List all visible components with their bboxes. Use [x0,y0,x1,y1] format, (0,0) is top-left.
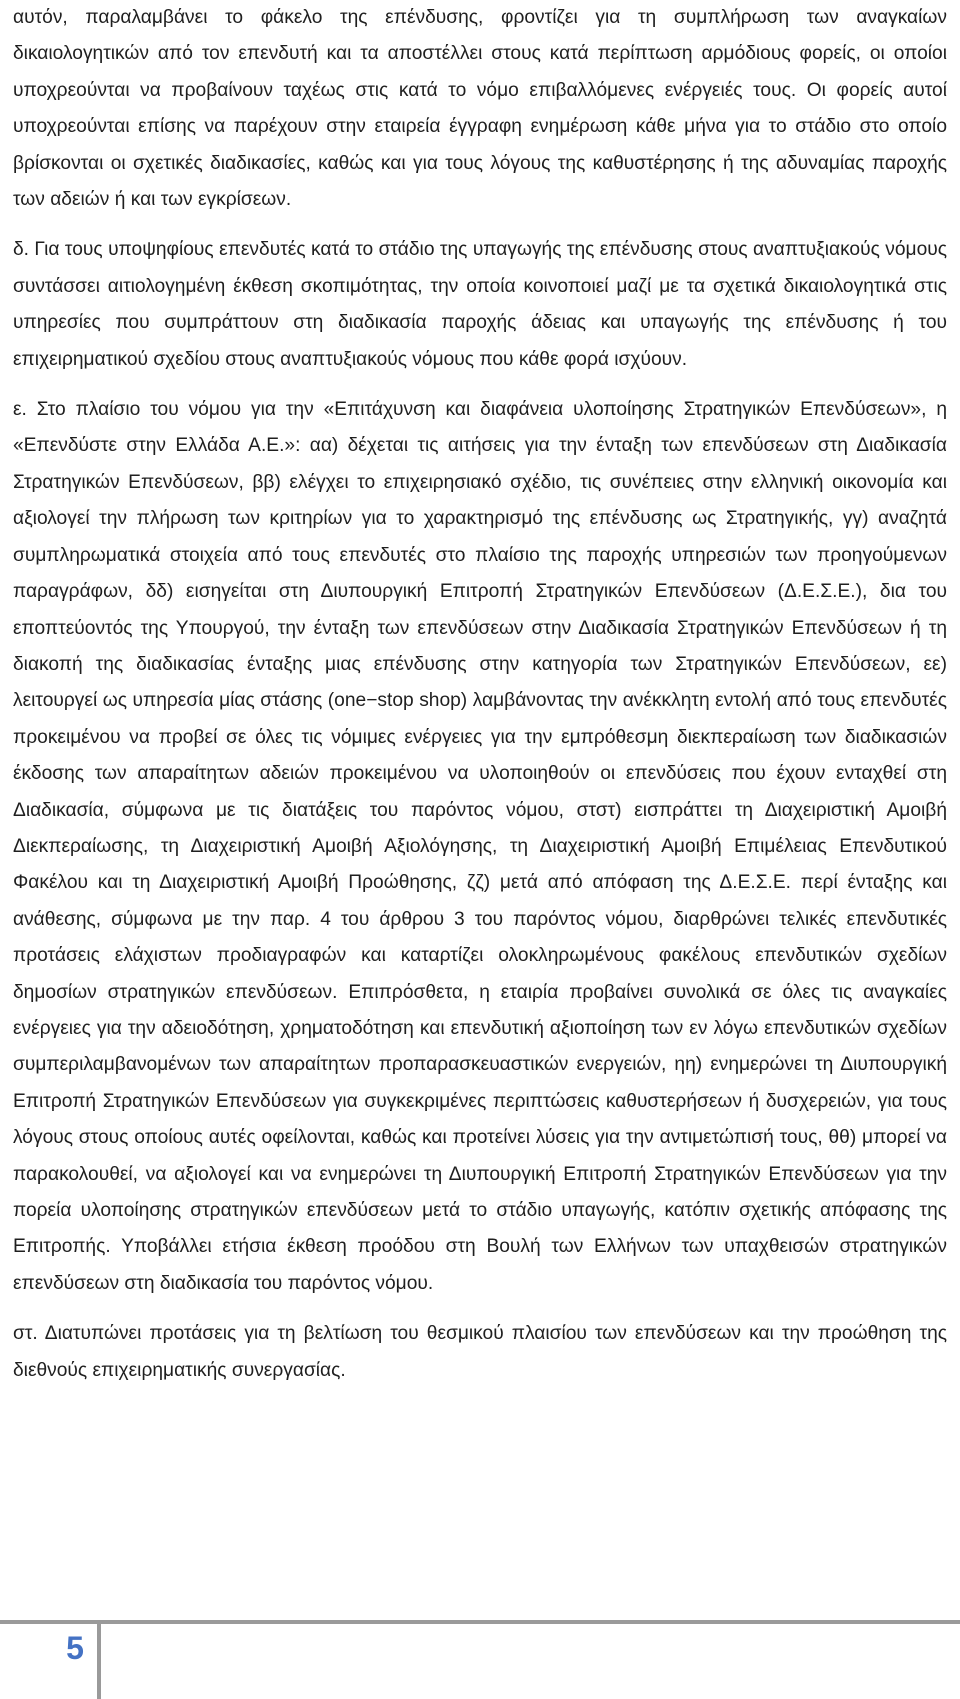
paragraph-delta: δ. Για τους υποψηφίους επενδυτές κατά το στάδιο της υπαγωγής της επένδυσης στους αναπτυξιακούς νόμους συντάσσει αιτιολογημένη έκθεση σκοπιμότητας, την οποία κοινοποιεί μαζί με τα σχετικά δικαιολογητικά στις υπηρεσίες που συμπράττουν στη διαδικασία παροχής άδειας και υπαγωγής της επένδυσης ή του επιχειρηματικού σχεδίου στους αναπτυξιακούς νόμους που κάθε φορά ισχύουν. [13,239,947,370]
paragraph-st: στ. Διατυπώνει προτάσεις για τη βελτίωση του θεσμικού πλαισίου των επενδύσεων και την προώθηση της διεθνούς επιχειρηματικής συνεργασίας. [13,1323,947,1381]
paragraph-epsilon: ε. Στο πλαίσιο του νόμου για την «Επιτάχυνση και διαφάνεια υλοποίησης Στρατηγικών Επενδύσεων», η «Επενδύστε στην Ελλάδα Α.Ε.»: αα) δέχεται τις αιτήσεις για την ένταξη των επενδύσεων στη Διαδικασία Στρατηγικών Επενδύσεων, ββ) ελέγχει το επιχειρησιακό σχέδιο, τις συνέπειες στην ελληνική οικονομία και αξιολογεί την πλήρωση των κριτηρίων για το χαρακτηρισμό της επένδυσης ως Στρατηγικής, γγ) αναζητά συμπληρωματικά στοιχεία από τους επενδυτές στο πλαίσιο της παροχής υπηρεσιών των προηγούμενων παραγράφων, δδ) εισηγείται στη Διυπουργική Επιτροπή Στρατηγικών Επενδύσεων (Δ.Ε.Σ.Ε.), δια του εποπτεύοντός της Υπουργού, την ένταξη των επενδύσεων στην Διαδικασία Στρατηγικών Επενδύσεων ή τη διακοπή της διαδικασίας ένταξης μιας επένδυσης στην κατηγορία των Στρατηγικών Επενδύσεων, εε) λειτουργεί ως υπηρεσία μίας στάσης (one−stop shop) λαμβάνοντας την ανέκκλητη εντολή από τους επενδυτές προκειμένου να προβεί σε όλες τις νόμιμες ενέργειες για την εμπρόθεσμη διεκπεραίωση των διαδικασιών έκδοσης των απαραίτητων αδειών προκειμένου να υλοποιηθούν οι επενδύσεις που έχουν ενταχθεί στη Διαδικασία, σύμφωνα με τις διατάξεις του παρόντος νόμου, στστ) εισπράττει τη Διαχειριστική Αμοιβή Διεκπεραίωσης, τη Διαχειριστική Αμοιβή Αξιολόγησης, τη Διαχειριστική Αμοιβή Επιμέλειας Επενδυτικού Φακέλου και τη Διαχειριστική Αμοιβή Προώθησης, ζζ) μετά από απόφαση της Δ.Ε.Σ.Ε. περί ένταξης και ανάθεσης, σύμφωνα με την παρ. 4 του άρθρου 3 του παρόντος νόμου, διαρθρώνει τελικές επενδυτικές προτάσεις ελάχιστων προδιαγραφών και καταρτίζει ολοκληρωμένους φακέλους επενδυτικών σχεδίων δημοσίων στρατηγικών επενδύσεων. Επιπρόσθετα, η εταιρία προβαίνει συνολικά σε όλες τις αναγκαίες ενέργειες για την αδειοδότηση, χρηματοδότηση και επενδυτική αξιοποίηση των εν λόγω επενδυτικών σχεδίων συμπεριλαμβανομένων των απαραίτητων προπαρασκευαστικών ενεργειών, ηη) ενημερώνει τη Διυπουργική Επιτροπή Στρατηγικών Επενδύσεων για συγκεκριμένες περιπτώσεις καθυστερήσεων ή δυσχερειών, για τους λόγους στους οποίους αυτές οφείλονται, καθώς και προτείνει λύσεις για την αντιμετώπισή τους, θθ) μπορεί να παρακολουθεί, να αξιολογεί και να ενημερώνει τη Διυπουργική Επιτροπή Στρατηγικών Επενδύσεων για την πορεία υλοποίησης στρατηγικών επενδύσεων μετά το στάδιο υπαγωγής, κατόπιν σχετικής απόφασης της Επιτροπής. Υποβάλλει ετήσια έκθεση προόδου στη Βουλή των Ελλήνων των υπαχθεισών στρατηγικών επενδύσεων στη διαδικασία του παρόντος νόμου. [13,399,947,1294]
paragraph-continuation: αυτόν, παραλαμβάνει το φάκελο της επένδυσης, φροντίζει για τη συμπλήρωση των αναγκαίων δικαιολογητικών από τον επενδυτή και τα αποστέλλει στους κατά περίπτωση αρμόδιους φορείς, οι οποίοι υποχρεούνται να προβαίνουν ταχέως στις κατά το νόμο επιβαλλόμενες ενέργειές τους. Οι φορείς αυτοί υποχρεούνται επίσης να παρέχουν στην εταιρεία έγγραφη ενημέρωση κάθε μήνα για το στάδιο στο οποίο βρίσκονται οι σχετικές διαδικασίες, καθώς και για τους λόγους της καθυστέρησης ή της αδυναμίας παροχής των αδειών ή και των εγκρίσεων. [13,7,947,211]
footer-horizontal-rule [0,1620,960,1624]
document-body [13,0,947,1403]
footer-vertical-rule [97,1622,101,1699]
page-number: 5 [66,1630,84,1666]
